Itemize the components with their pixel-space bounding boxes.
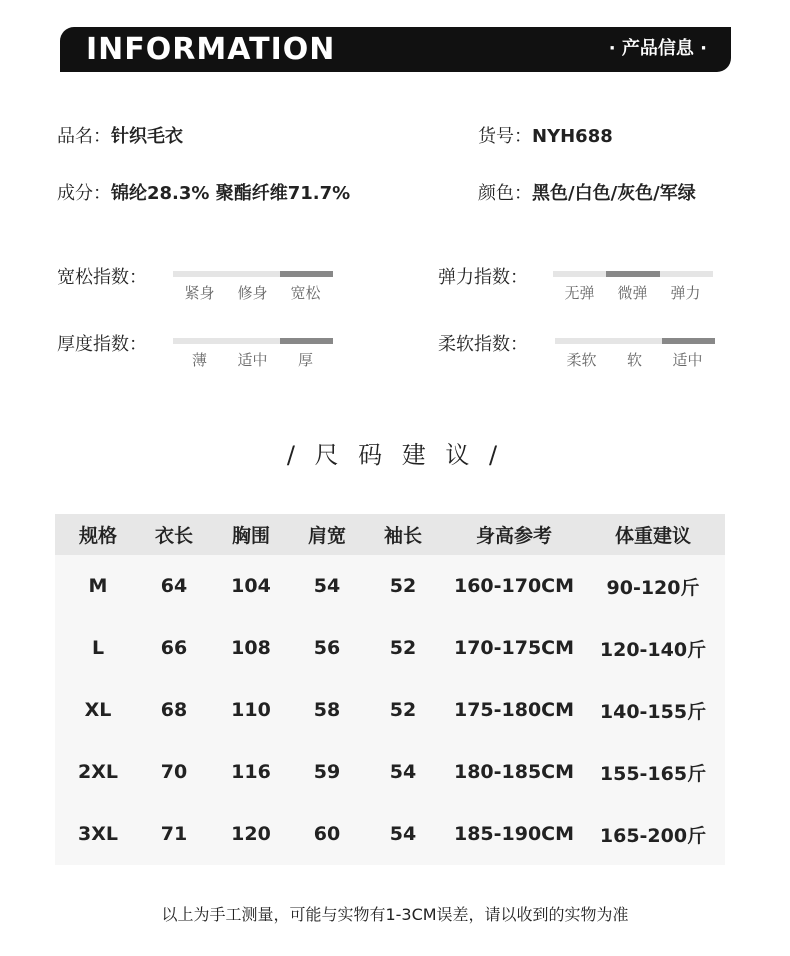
scale-option: 适中 — [672, 351, 703, 369]
thickness-index-label: 厚度指数： — [57, 334, 147, 355]
table-cell: 54 — [389, 761, 417, 783]
table-cell: 56 — [313, 637, 341, 659]
table-cell: 140-155斤 — [599, 700, 707, 723]
table-header-cell: 体重建议 — [614, 525, 691, 547]
colors-row — [478, 182, 696, 206]
looseness-index-label: 宽松指数： — [57, 267, 147, 288]
softness-index-scale — [555, 338, 715, 368]
scale-selected-segment — [662, 338, 715, 344]
elasticity-index-scale — [553, 271, 713, 301]
scale-selected-segment — [606, 271, 659, 277]
scale-option: 柔软 — [566, 351, 597, 369]
scale-option: 宽松 — [290, 284, 321, 302]
banner-title: INFORMATION — [86, 32, 336, 67]
table-row — [55, 555, 725, 617]
table-cell: 90-120斤 — [606, 576, 700, 599]
product-code-key: 货号： — [478, 126, 532, 147]
table-cell: 108 — [231, 637, 271, 659]
scale-option: 薄 — [191, 351, 207, 369]
table-cell: 59 — [313, 761, 341, 783]
table-cell: 116 — [231, 761, 271, 783]
table-cell: 52 — [389, 575, 417, 597]
table-cell: 110 — [231, 699, 271, 721]
table-cell: 58 — [313, 699, 341, 721]
product-code-value: NYH688 — [532, 126, 613, 147]
table-row — [55, 741, 725, 803]
colors-key: 颜色： — [478, 183, 532, 204]
table-cell: 54 — [313, 575, 341, 597]
composition-value: 锦纶28.3% 聚酯纤维71.7% — [111, 183, 351, 204]
banner-subtitle: · 产品信息 · — [608, 38, 707, 59]
scale-selected-segment — [280, 271, 333, 277]
thickness-index-scale — [173, 338, 333, 368]
looseness-index-scale — [173, 271, 333, 301]
table-header-cell: 胸围 — [231, 525, 270, 547]
product-name-row — [57, 125, 183, 149]
table-row — [55, 679, 725, 741]
table-cell: 52 — [389, 699, 417, 721]
table-cell: 175-180CM — [453, 699, 575, 721]
table-cell: 165-200斤 — [599, 824, 707, 847]
composition-key: 成分： — [57, 183, 111, 204]
table-cell: 120 — [231, 823, 271, 845]
scale-option: 软 — [626, 351, 642, 369]
scale-selected-segment — [280, 338, 333, 344]
table-header-cell: 规格 — [78, 525, 117, 547]
table-cell: 185-190CM — [453, 823, 575, 845]
table-row — [55, 617, 725, 679]
measurement-footnote: 以上为手工测量，可能与实物有1-3CM误差，请以收到的实物为准 — [161, 905, 629, 924]
table-cell: 170-175CM — [453, 637, 575, 659]
softness-index-label: 柔软指数： — [438, 334, 528, 355]
table-cell: 3XL — [78, 823, 118, 845]
scale-option: 紧身 — [184, 284, 215, 302]
table-cell: 2XL — [78, 761, 118, 783]
size-table — [55, 514, 725, 865]
colors-value: 黑色/白色/灰色/军绿 — [532, 183, 696, 204]
product-name-key: 品名： — [57, 126, 111, 147]
table-cell: 54 — [389, 823, 417, 845]
table-header-cell: 衣长 — [154, 525, 193, 547]
elasticity-index-label: 弹力指数： — [438, 267, 528, 288]
scale-option: 厚 — [297, 351, 313, 369]
table-cell: XL — [84, 699, 112, 721]
table-body — [55, 555, 725, 865]
table-cell: 66 — [160, 637, 188, 659]
table-cell: 120-140斤 — [599, 638, 707, 661]
table-header-cell: 肩宽 — [307, 525, 346, 547]
table-cell: 155-165斤 — [599, 762, 707, 785]
product-code-row — [478, 125, 613, 149]
scale-option: 修身 — [237, 284, 268, 302]
header-banner — [60, 27, 731, 72]
table-row — [55, 803, 725, 865]
table-cell: 68 — [160, 699, 188, 721]
table-cell: 71 — [160, 823, 188, 845]
table-header-cell: 袖长 — [383, 525, 422, 547]
scale-option: 无弹 — [564, 284, 595, 302]
table-cell: M — [88, 575, 108, 597]
table-cell: 160-170CM — [453, 575, 575, 597]
scale-option: 适中 — [237, 351, 268, 369]
table-header-row — [55, 514, 725, 555]
table-cell: 104 — [231, 575, 271, 597]
scale-option: 微弹 — [617, 284, 648, 302]
table-header-cell: 身高参考 — [475, 525, 552, 547]
table-cell: 64 — [160, 575, 188, 597]
size-section-title: / 尺 码 建 议 / — [286, 441, 504, 469]
scale-option: 弹力 — [670, 284, 701, 302]
table-cell: 52 — [389, 637, 417, 659]
table-cell: L — [91, 637, 105, 659]
table-cell: 70 — [160, 761, 188, 783]
composition-row — [57, 182, 350, 206]
product-name-value: 针织毛衣 — [111, 126, 183, 147]
table-cell: 180-185CM — [453, 761, 575, 783]
table-cell: 60 — [313, 823, 341, 845]
